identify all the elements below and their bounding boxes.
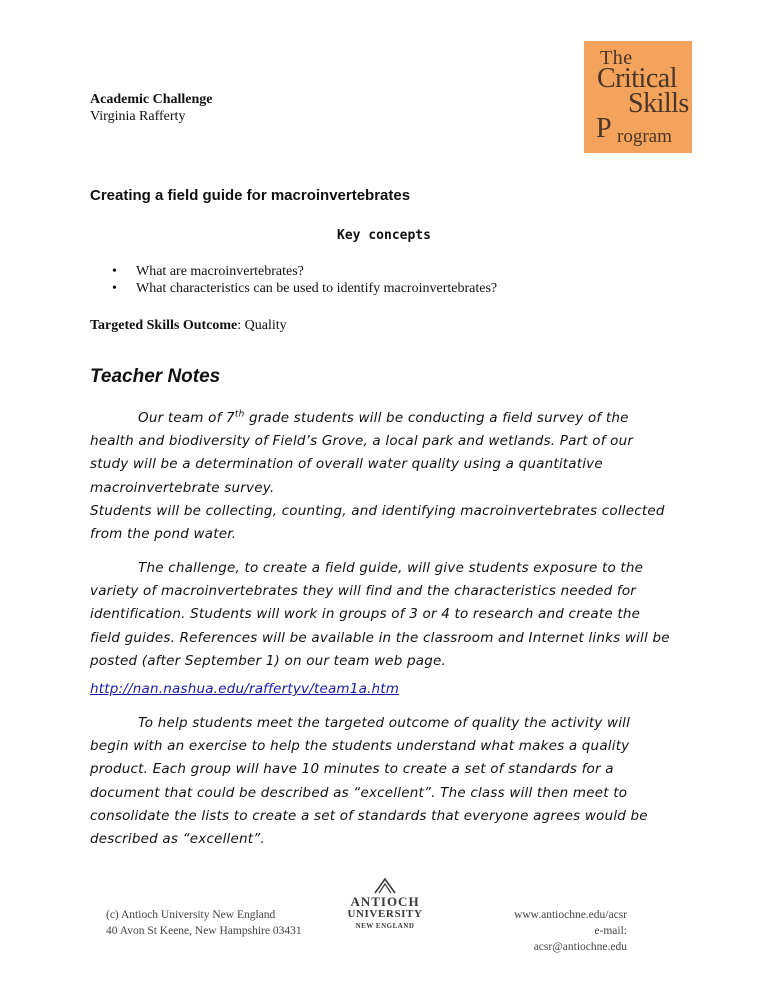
- paragraph-line: product. Each group will have 10 minutes to create a set of standards for a: [90, 761, 614, 778]
- skills-value: : Quality: [237, 318, 287, 333]
- list-item: [112, 263, 497, 280]
- team-web-page-link[interactable]: http://nan.nashua.edu/raffertyv/team1a.htm: [90, 681, 400, 697]
- paragraph-line: Students will be collecting, counting, and identifying macroinvertebrates collected: [90, 502, 665, 519]
- bullet-icon: •: [112, 264, 117, 279]
- targeted-skills-outcome: [90, 318, 287, 334]
- paragraph-line: To help students meet the targeted outcome of quality the activity will: [138, 715, 631, 731]
- logo-text-rogram: rogram: [617, 126, 672, 147]
- teacher-notes-heading: Teacher Notes: [90, 366, 221, 387]
- header-label: Academic Challenge: [90, 92, 213, 107]
- paragraph-2: [90, 557, 690, 673]
- paragraph-line: study will be a determination of overall water quality using a quantitative: [90, 456, 603, 473]
- superscript: th: [234, 409, 245, 420]
- logo-text-critical: Critical: [597, 63, 677, 94]
- paragraph-1: [90, 407, 690, 546]
- list-item-text: What are macroinvertebrates?: [136, 264, 304, 279]
- logo-text-the: The: [600, 47, 633, 69]
- paragraph-line: posted (after September 1) on our team web page.: [90, 652, 447, 669]
- paragraph-line: consolidate the lists to create a set of standards that everyone agrees would be: [90, 807, 648, 824]
- paragraph-line: variety of macroinvertebrates they will find and the characteristics needed for: [90, 583, 637, 600]
- footer-address: [106, 907, 302, 939]
- line-text: Our team of 7: [138, 410, 235, 426]
- logo-text-p: P: [596, 113, 612, 144]
- skills-label: Targeted Skills Outcome: [90, 318, 238, 333]
- footer-copyright: (c) Antioch University New England: [106, 909, 276, 921]
- paragraph-line: document that could be described as “excellent”. The class will then meet to: [90, 784, 628, 801]
- paragraph-line: [90, 407, 690, 430]
- list-item-text: What characteristics can be used to identify macroinvertebrates?: [136, 281, 498, 296]
- list-item: [112, 280, 497, 297]
- paragraph-line: The challenge, to create a field guide, will give students exposure to the: [138, 560, 644, 576]
- bullet-icon: •: [112, 281, 117, 296]
- antioch-mark-icon: [373, 876, 397, 894]
- paragraph-line: from the pond water.: [90, 526, 237, 543]
- paragraph-line: macroinvertebrate survey.: [90, 479, 275, 496]
- key-concepts-heading: Key concepts: [337, 228, 431, 243]
- paragraph-3: [90, 712, 690, 851]
- page-title: Creating a field guide for macroinvertebrates: [90, 187, 411, 204]
- footer-contact: [507, 907, 627, 955]
- line-text: grade students will be conducting a field survey of the: [244, 410, 629, 426]
- footer-email: e-mail: acsr@antiochne.edu: [533, 925, 627, 953]
- paragraph-line: described as “excellent”.: [90, 831, 265, 848]
- logo-text-skills: Skills: [628, 88, 689, 119]
- paragraph-line: field guides. References will be available in the classroom and Internet links will be: [90, 629, 670, 646]
- logo-antioch: ANTIOCH: [350, 894, 420, 909]
- paragraph-line: begin with an exercise to help the students understand what makes a quality: [90, 738, 630, 755]
- key-concepts-list: [112, 263, 497, 297]
- antioch-logo: [345, 876, 425, 936]
- critical-skills-logo: [584, 41, 692, 153]
- paragraph-line: health and biodiversity of Field’s Grove, a local park and wetlands. Part of our: [90, 433, 634, 450]
- logo-university: UNIVERSITY: [347, 908, 423, 920]
- author-name: Virginia Rafferty: [90, 109, 186, 124]
- footer-website: www.antiochne.edu/acsr: [514, 909, 627, 921]
- paragraph-line: identification. Students will work in groups of 3 or 4 to research and create the: [90, 606, 641, 623]
- logo-new-england: NEW ENGLAND: [355, 922, 415, 930]
- footer-street: 40 Avon St Keene, New Hampshire 03431: [106, 925, 302, 937]
